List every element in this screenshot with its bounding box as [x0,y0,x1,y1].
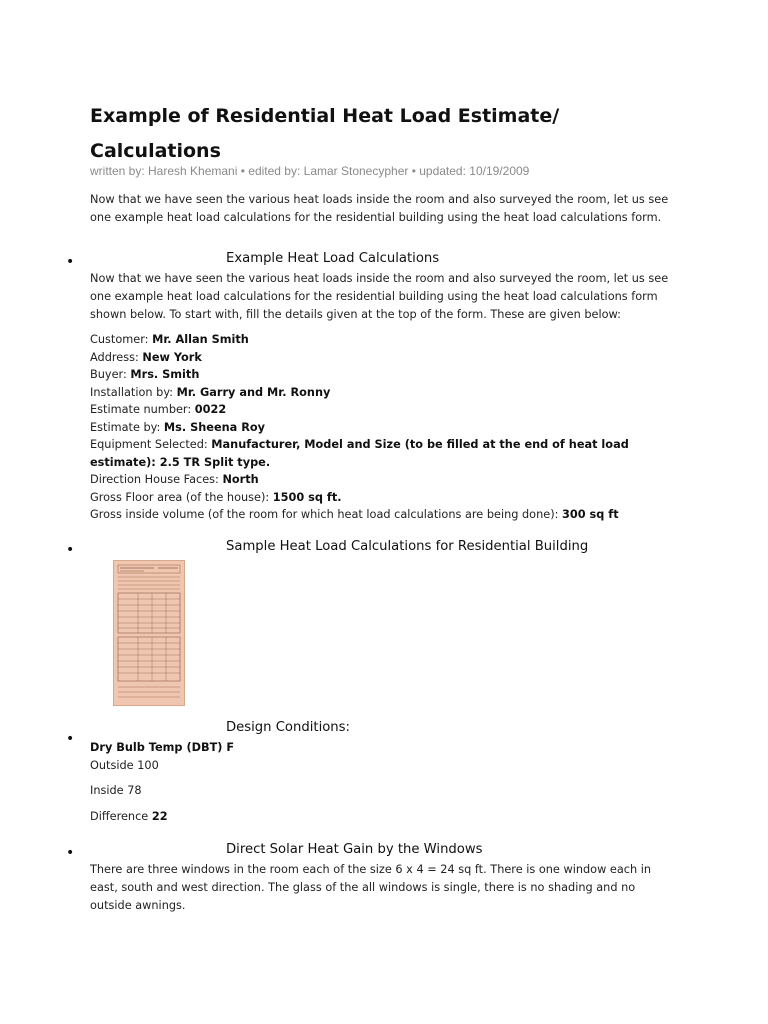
design-row-inside: Inside 78 [90,784,142,797]
detail-floor-area: Gross Floor area (of the house): 1500 sq ft. [90,491,342,504]
form-document-icon [114,561,184,705]
design-row-outside: Outside 100 [90,759,159,772]
section-heading-solar-gain: Direct Solar Heat Gain by the Windows [226,842,483,857]
article-title-line1: Example of Residential Heat Load Estimate/ [90,105,560,127]
bullet-4: • [66,845,75,861]
detail-inside-volume: Gross inside volume (of the room for which heat load calculations are being done): 300 sq ft [90,508,619,521]
design-row-difference: Difference 22 [90,810,168,823]
detail-estimate-by: Estimate by: Ms. Sheena Roy [90,421,266,434]
bullet-3: • [66,731,75,747]
solar-gain-paragraph: There are three windows in the room each of the size 6 x 4 = 24 sq ft. There is one window each in east, south and west direction. The glass of the all windows is single, there is no shading and no outside awnings. [90,863,652,912]
section-1-paragraph: Now that we have seen the various heat loads inside the room and also surveyed the room, let us see one example heat load calculations for the residential building using the heat load calculations form shown below. To start with, fill the details given at the top of the form. These are given below: [90,272,669,321]
bullet-1: • [66,254,75,270]
heat-load-form-thumbnail[interactable] [113,560,185,706]
detail-buyer: Buyer: Mrs. Smith [90,368,200,381]
detail-direction: Direction House Faces: North [90,473,259,486]
detail-address: Address: New York [90,351,202,364]
detail-equipment: Equipment Selected: Manufacturer, Model and Size (to be filled at the end of heat load estimate): 2.5 TR Split type. [90,438,629,469]
intro-paragraph: Now that we have seen the various heat loads inside the room and also surveyed the room, let us see one example heat load calculations for the residential building using the heat load calculations form. [90,193,669,224]
bullet-2: • [66,542,75,558]
section-heading-design-conditions: Design Conditions: [226,720,350,735]
article-byline: written by: Haresh Khemani • edited by: Lamar Stonecypher • updated: 10/19/2009 [90,164,530,178]
detail-estimate-number: Estimate number: 0022 [90,403,227,416]
detail-customer: Customer: Mr. Allan Smith [90,333,249,346]
article-title-line2: Calculations [90,140,221,162]
section-heading-sample: Sample Heat Load Calculations for Residential Building [226,539,589,554]
dbt-subheading: Dry Bulb Temp (DBT) F [90,741,235,754]
detail-installation: Installation by: Mr. Garry and Mr. Ronny [90,386,331,399]
section-heading-example: Example Heat Load Calculations [226,251,440,266]
